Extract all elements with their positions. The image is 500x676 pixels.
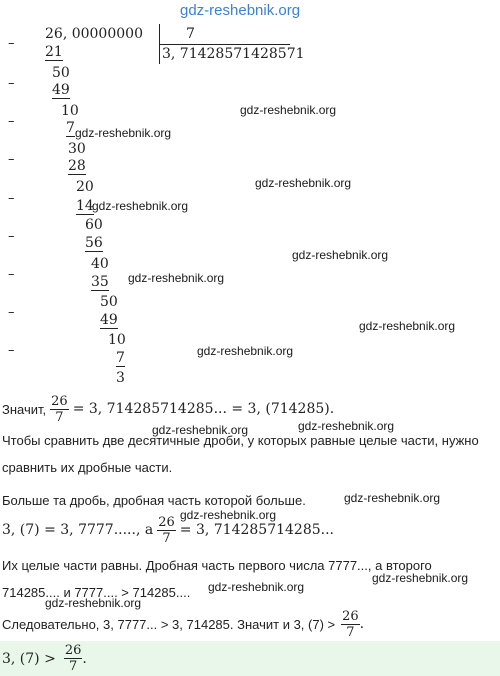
fraction-denominator: 7: [68, 659, 78, 674]
division-step-remainder: 10: [108, 332, 126, 348]
parts-comparison-line-1: Их целые части равны. Дробная часть первого числа 7777..., а второго: [2, 558, 432, 573]
division-step-remainder: 10: [61, 103, 79, 119]
minus-sign: –: [8, 36, 15, 51]
compare-text-line-1: Чтобы сравнить две десятичные дроби, у которых равные целые части, нужно: [2, 433, 479, 448]
compare-text-line-2: сравнить их дробные части.: [2, 460, 173, 475]
watermark: gdz-reshebnik.org: [92, 199, 189, 213]
minus-sign: –: [8, 191, 15, 206]
result-label: Значит,: [2, 401, 47, 417]
final-answer-left: 3, (7) >: [2, 650, 56, 667]
first-number: 3, (7) = 3, 7777....., а: [2, 522, 154, 538]
watermark: gdz-reshebnik.org: [180, 508, 277, 522]
fraction-denominator: 7: [55, 409, 64, 425]
division-horizontal-line: [160, 44, 290, 45]
fraction-26-7: [157, 515, 176, 546]
division-step-remainder: 20: [76, 179, 94, 195]
watermark-top: gdz-reshebnik.org: [180, 2, 301, 19]
watermark: gdz-reshebnik.org: [208, 580, 305, 594]
watermark: gdz-reshebnik.org: [255, 176, 352, 190]
division-step-subtrahend: 49: [100, 312, 118, 328]
fraction-26-7: [50, 394, 69, 425]
division-step-subtrahend: 14: [76, 198, 94, 214]
minus-sign: –: [8, 343, 15, 358]
watermark: gdz-reshebnik.org: [75, 126, 172, 140]
parts-comparison-line-2: 714285.... и 7777.... > 714285....: [2, 585, 191, 600]
final-answer: [2, 641, 87, 676]
period: .: [82, 650, 87, 667]
division-step-subtrahend: 35: [91, 274, 109, 290]
watermark: gdz-reshebnik.org: [197, 344, 294, 358]
divisor: 7: [186, 26, 195, 42]
minus-sign: –: [8, 267, 15, 282]
division-step-subtrahend: 28: [68, 158, 86, 174]
fraction-denominator: 7: [346, 624, 355, 640]
period: .: [359, 616, 365, 632]
division-step-remainder: 30: [68, 141, 86, 157]
division-step-subtrahend: 7: [66, 120, 75, 136]
bigger-fraction-rule: Больше та дробь, дробная часть которой больше.: [2, 493, 306, 508]
division-final-remainder: 3: [116, 370, 125, 386]
fraction-numerator: 26: [64, 643, 82, 658]
comparison-line: [2, 510, 334, 550]
watermark: gdz-reshebnik.org: [240, 103, 337, 117]
quotient: 3, 71428571428571: [162, 46, 305, 62]
fraction-denominator: 7: [162, 530, 171, 546]
watermark: gdz-reshebnik.org: [128, 271, 225, 285]
watermark: gdz-reshebnik.org: [359, 319, 456, 333]
minus-sign: –: [8, 152, 15, 167]
conclusion-line: [2, 606, 364, 642]
fraction-26-7: [341, 609, 360, 640]
watermark: gdz-reshebnik.org: [372, 571, 469, 585]
watermark: gdz-reshebnik.org: [344, 491, 441, 505]
division-step-remainder: 50: [52, 65, 70, 81]
division-step-remainder: 60: [85, 217, 103, 233]
division-step-remainder: 50: [100, 294, 118, 310]
watermark: gdz-reshebnik.org: [298, 419, 395, 433]
watermark: gdz-reshebnik.org: [45, 596, 142, 610]
division-step-subtrahend: 7: [116, 350, 125, 366]
watermark: gdz-reshebnik.org: [152, 423, 249, 437]
conclusion-text: Следовательно, 3, 7777... > 3, 714285. Значит и 3, (7) >: [2, 616, 336, 632]
dividend: 26, 00000000: [45, 26, 143, 42]
fraction-numerator: 26: [342, 608, 359, 624]
division-step-remainder: 40: [91, 256, 109, 272]
second-number: = 3, 714285714285...: [179, 522, 334, 538]
minus-sign: –: [8, 305, 15, 320]
division-step-subtrahend: 21: [45, 44, 63, 60]
fraction-numerator: 26: [51, 393, 68, 409]
division-step-subtrahend: 56: [85, 235, 103, 251]
minus-sign: –: [8, 114, 15, 129]
fraction-numerator: 26: [158, 514, 175, 530]
division-step-subtrahend: 49: [52, 82, 70, 98]
result-value: = 3, 714285714285... = 3, (714285).: [72, 401, 335, 417]
minus-sign: –: [8, 76, 15, 91]
minus-sign: –: [8, 229, 15, 244]
fraction-26-7: [64, 643, 83, 674]
watermark: gdz-reshebnik.org: [292, 248, 389, 262]
